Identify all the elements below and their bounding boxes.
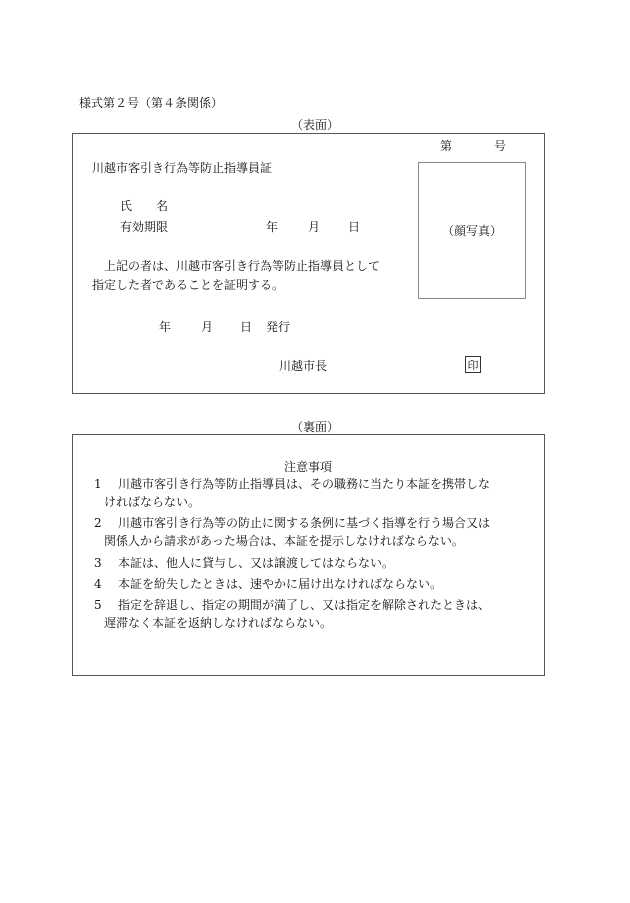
certification-line-1: 上記の者は、川越市客引き行為等防止指導員として [104, 259, 381, 273]
notice-text-cont: 遅滞なく本証を返納しなければならない。 [104, 615, 333, 630]
photo-frame [418, 162, 526, 299]
valid-year: 年 [266, 220, 279, 234]
card-number-prefix: 第 [440, 139, 453, 153]
notice-text: 川越市客引き行為等の防止に関する条例に基づく指導を行う場合又は [118, 516, 491, 530]
issue-year: 年 [159, 320, 172, 334]
notice-item [94, 576, 540, 594]
notice-text: 川越市客引き行為等防止指導員は、その職務に当たり本証を携帯しな [118, 477, 491, 491]
notice-text: 指定を辞退し、指定の期間が満了し、又は指定を解除されたときは、 [118, 598, 491, 612]
back-label: （裏面） [291, 420, 340, 434]
card-title: 川越市客引き行為等防止指導員証 [92, 161, 273, 175]
notice-number: 5 [94, 598, 102, 612]
card-number-suffix: 号 [494, 139, 507, 153]
issue-label: 発行 [266, 320, 291, 334]
notice-number: 3 [94, 556, 102, 570]
card-front [72, 133, 545, 394]
valid-label: 有効期限 [120, 220, 169, 234]
front-label: （表面） [291, 118, 340, 132]
certification-line-2: 指定した者であることを証明する。 [92, 278, 285, 292]
notice-text: 本証を紛失したときは、速やかに届け出なければならない。 [118, 577, 443, 591]
notice-item [94, 555, 540, 573]
form-title: 様式第２号（第４条関係） [79, 96, 224, 110]
valid-day: 日 [348, 220, 361, 234]
notice-number: 1 [94, 477, 102, 491]
notice-number: 2 [94, 516, 102, 530]
notice-text-cont: ければならない。 [104, 494, 201, 509]
notice-heading: 注意事項 [284, 460, 333, 474]
notice-text: 本証は、他人に貸与し、又は譲渡してはならない。 [118, 556, 395, 570]
notice-text-cont: 関係人から請求があった場合は、本証を提示しなければならない。 [104, 533, 464, 548]
issuer: 川越市長 [279, 359, 328, 373]
issue-month: 月 [201, 320, 214, 334]
notice-number: 4 [94, 577, 102, 591]
seal-mark: 印 [465, 356, 481, 373]
name-label: 氏 名 [120, 199, 169, 213]
valid-month: 月 [308, 220, 321, 234]
issue-day: 日 [240, 320, 253, 334]
photo-label: （顔写真） [441, 224, 502, 238]
notice-item [94, 515, 540, 550]
notice-item [94, 597, 540, 632]
notice-item [94, 476, 540, 511]
